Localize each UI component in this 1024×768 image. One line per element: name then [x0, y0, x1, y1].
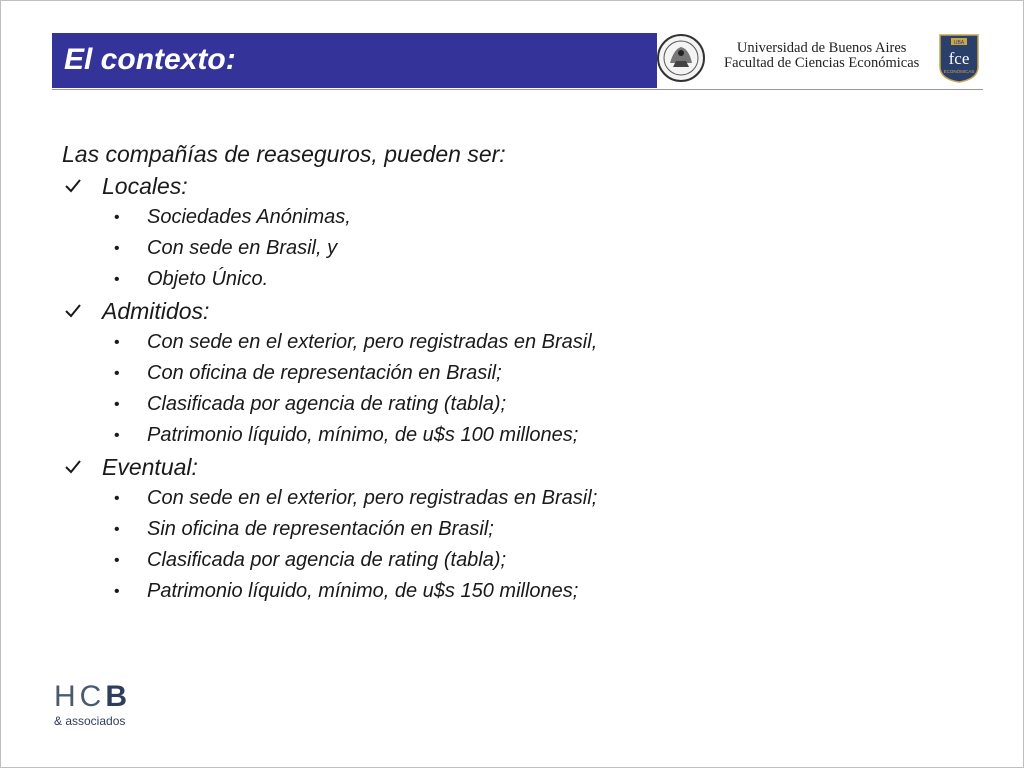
slide-content	[62, 138, 962, 607]
fce-logo-sub: ECONÓMICAS	[943, 69, 975, 74]
dot-icon: •	[114, 396, 120, 413]
group-heading	[62, 451, 962, 483]
dot-icon: •	[114, 365, 120, 382]
title-bar	[52, 33, 657, 88]
dot-icon: •	[114, 240, 120, 257]
group-locales	[62, 170, 962, 295]
dot-icon: •	[114, 271, 120, 288]
hcb-logo-sub: & associados	[54, 714, 126, 728]
list-item: • Con sede en Brasil, y	[62, 233, 962, 264]
group-items	[62, 202, 962, 295]
check-icon	[64, 458, 82, 476]
hcb-logo-main: HCB	[54, 680, 128, 713]
group-heading	[62, 295, 962, 327]
list-item: • Con oficina de representación en Brasil;	[62, 358, 962, 389]
group-eventual	[62, 451, 962, 607]
fce-logo	[938, 33, 980, 83]
group-label: Locales:	[102, 173, 188, 199]
dot-icon: •	[114, 209, 120, 226]
dot-icon: •	[114, 552, 120, 569]
list-item: • Clasificada por agencia de rating (tabla);	[62, 545, 962, 576]
fce-logo-top: UBA	[953, 40, 965, 46]
uba-seal-logo	[656, 33, 706, 83]
university-line-1: Universidad de Buenos Aires	[736, 40, 907, 56]
list-item: • Con sede en el exterior, pero registradas en Brasil,	[62, 327, 962, 358]
dot-icon: •	[114, 490, 120, 507]
group-items	[62, 327, 962, 451]
dot-icon: •	[114, 427, 120, 444]
dot-icon: •	[114, 334, 120, 351]
slide-header	[52, 33, 983, 90]
group-items	[62, 483, 962, 607]
fce-logo-main: fce	[948, 49, 970, 68]
list-item: • Sociedades Anónimas,	[62, 202, 962, 233]
group-admitidos	[62, 295, 962, 451]
hcb-logo	[54, 682, 144, 728]
group-heading	[62, 170, 962, 202]
university-line-2: Facultad de Ciencias Económicas	[724, 55, 920, 71]
list-item: • Con sede en el exterior, pero registradas en Brasil;	[62, 483, 962, 514]
list-item: • Sin oficina de representación en Brasil;	[62, 514, 962, 545]
list-item: • Clasificada por agencia de rating (tabla);	[62, 389, 962, 420]
dot-icon: •	[114, 521, 120, 538]
check-icon	[64, 302, 82, 320]
list-item: • Patrimonio líquido, mínimo, de u$s 150 millones;	[62, 576, 962, 607]
list-item: • Patrimonio líquido, mínimo, de u$s 100 millones;	[62, 420, 962, 451]
check-icon	[64, 177, 82, 195]
dot-icon: •	[114, 583, 120, 600]
intro-text: Las compañías de reaseguros, pueden ser:	[62, 141, 506, 167]
university-name	[724, 41, 919, 71]
group-label: Admitidos:	[102, 298, 210, 324]
slide-title: El contexto:	[64, 43, 236, 76]
group-label: Eventual:	[102, 454, 198, 480]
list-item: • Objeto Único.	[62, 264, 962, 295]
